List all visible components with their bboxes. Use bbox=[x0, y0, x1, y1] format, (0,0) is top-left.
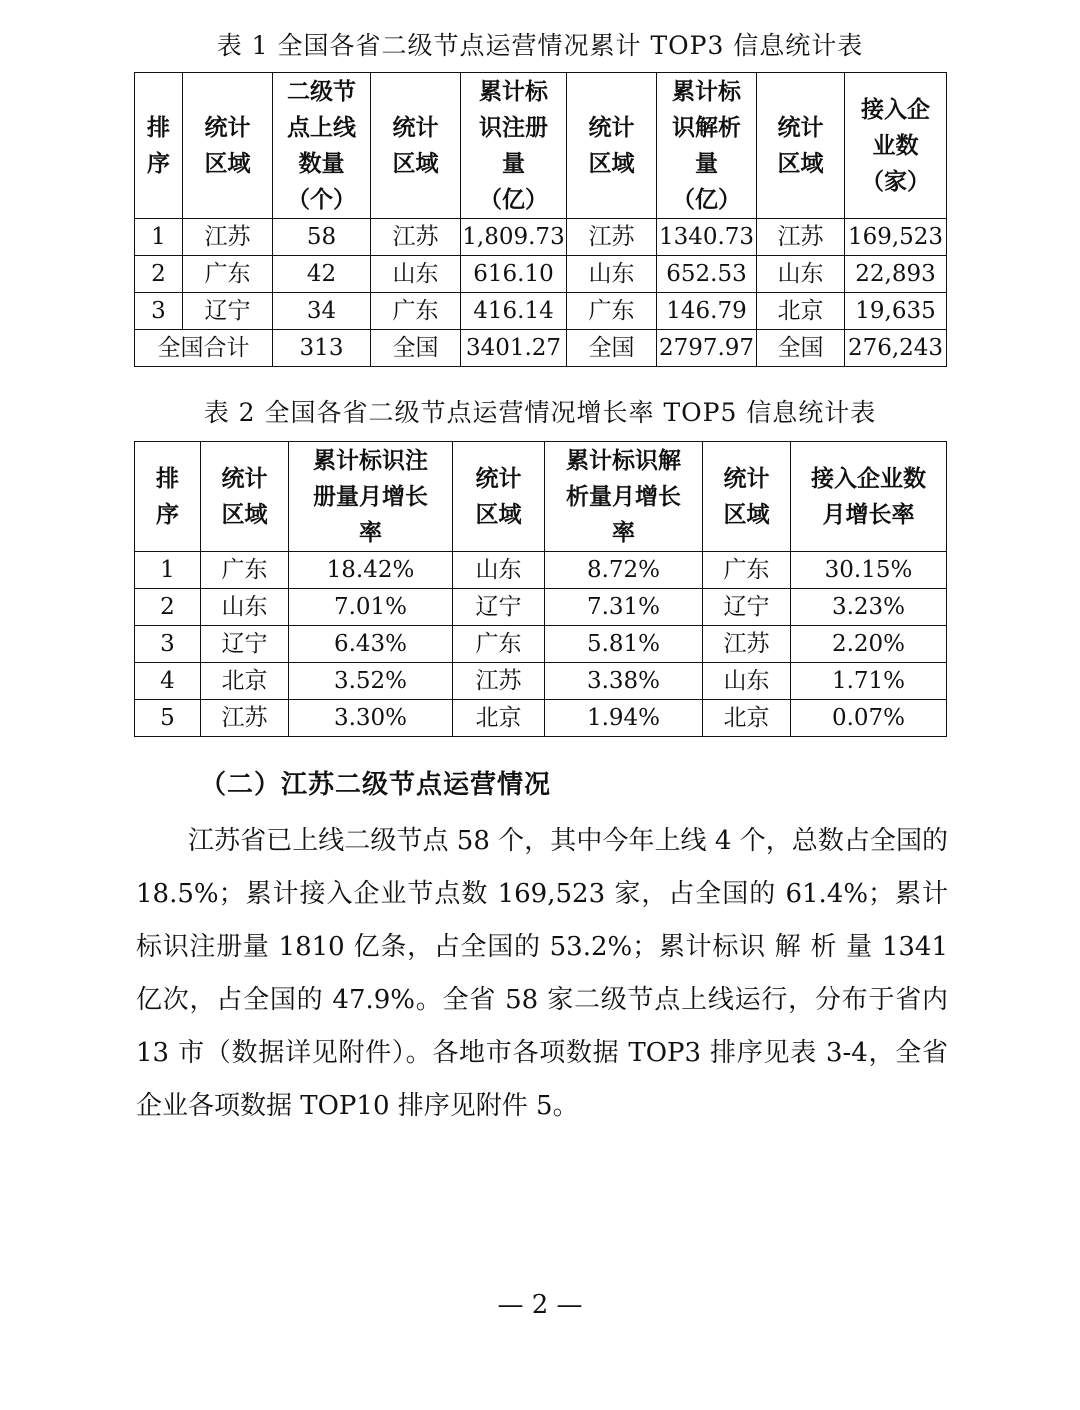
table-cell: 辽宁 bbox=[183, 293, 273, 330]
table-cell: 北京 bbox=[757, 293, 845, 330]
table-cell: 0.07% bbox=[791, 700, 947, 737]
table2-header: 统计区域 bbox=[201, 442, 289, 552]
table-cell: 山东 bbox=[453, 552, 545, 589]
paragraph-text: 江苏省已上线二级节点 58 个，其中今年上线 4 个，总数占全国的 18.5%；累计接入企业节点数 169,523 家，占全国的 61.4%；累计标识注册量 1810 亿条，占全国的 53.2%；累计标识 解 析 量 1341 亿次，占全国的 47.9%。全省 58 家二级节点上线运行，分布于省内 13 市（数据详见附件）。各地市各项数据 TOP3 排序见表 3-4，全省企业各项数据 TOP10 排序见附件 5。 bbox=[136, 826, 948, 1121]
table-row bbox=[135, 293, 947, 330]
table-row bbox=[135, 219, 947, 256]
table-cell: 7.31% bbox=[545, 589, 703, 626]
table-cell: 2.20% bbox=[791, 626, 947, 663]
table-cell: 2797.97 bbox=[657, 330, 757, 367]
table1-header: 二级节点上线数量（个） bbox=[273, 73, 371, 219]
table1-header: 累计标识注册量（亿） bbox=[461, 73, 567, 219]
table-cell: 5 bbox=[135, 700, 201, 737]
table2 bbox=[134, 441, 947, 737]
table-cell: 1 bbox=[135, 219, 183, 256]
table1-header: 统计区域 bbox=[183, 73, 273, 219]
table-cell: 3.38% bbox=[545, 663, 703, 700]
table-cell: 34 bbox=[273, 293, 371, 330]
table-cell: 北京 bbox=[703, 700, 791, 737]
table2-header: 接入企业数月增长率 bbox=[791, 442, 947, 552]
table-row bbox=[135, 700, 947, 737]
table-cell: 4 bbox=[135, 663, 201, 700]
table2-header: 累计标识解析量月增长率 bbox=[545, 442, 703, 552]
table-cell: 7.01% bbox=[289, 589, 453, 626]
table2-header: 统计区域 bbox=[703, 442, 791, 552]
table-cell: 辽宁 bbox=[703, 589, 791, 626]
table-cell: 全国 bbox=[371, 330, 461, 367]
table-cell: 广东 bbox=[201, 552, 289, 589]
table1-header: 累计标识解析量（亿） bbox=[657, 73, 757, 219]
table-cell: 6.43% bbox=[289, 626, 453, 663]
table1-header: 排序 bbox=[135, 73, 183, 219]
table-cell: 广东 bbox=[453, 626, 545, 663]
table-cell: 1.94% bbox=[545, 700, 703, 737]
table-cell: 58 bbox=[273, 219, 371, 256]
table-cell: 广东 bbox=[703, 552, 791, 589]
table-cell: 山东 bbox=[703, 663, 791, 700]
table-cell: 3401.27 bbox=[461, 330, 567, 367]
page-number: — 2 — bbox=[497, 1290, 583, 1320]
table-cell: 416.14 bbox=[461, 293, 567, 330]
table2-header: 统计区域 bbox=[453, 442, 545, 552]
table-cell: 1,809.73 bbox=[461, 219, 567, 256]
table-cell: 3 bbox=[135, 293, 183, 330]
table-cell: 313 bbox=[273, 330, 371, 367]
table-cell: 652.53 bbox=[657, 256, 757, 293]
table-cell: 276,243 bbox=[845, 330, 947, 367]
table1-header-row bbox=[135, 73, 947, 219]
table-cell: 江苏 bbox=[183, 219, 273, 256]
table-cell: 19,635 bbox=[845, 293, 947, 330]
table1-caption: 表 1 全国各省二级节点运营情况累计 TOP3 信息统计表 bbox=[216, 31, 864, 60]
table-cell: 1.71% bbox=[791, 663, 947, 700]
table-cell: 山东 bbox=[201, 589, 289, 626]
table-cell: 广东 bbox=[371, 293, 461, 330]
table-cell: 山东 bbox=[371, 256, 461, 293]
table-cell: 北京 bbox=[201, 663, 289, 700]
table-cell: 22,893 bbox=[845, 256, 947, 293]
table-cell: 2 bbox=[135, 589, 201, 626]
table-cell: 江苏 bbox=[757, 219, 845, 256]
table-cell: 3 bbox=[135, 626, 201, 663]
table-row bbox=[135, 626, 947, 663]
table-cell: 8.72% bbox=[545, 552, 703, 589]
table-cell: 北京 bbox=[453, 700, 545, 737]
table-cell: 山东 bbox=[757, 256, 845, 293]
section-heading: （二）江苏二级节点运营情况 bbox=[200, 770, 552, 800]
section-paragraph bbox=[136, 815, 948, 1133]
table-cell: 山东 bbox=[567, 256, 657, 293]
table1-header: 统计区域 bbox=[371, 73, 461, 219]
table-cell: 江苏 bbox=[371, 219, 461, 256]
table1-header: 统计区域 bbox=[567, 73, 657, 219]
table-cell: 3.23% bbox=[791, 589, 947, 626]
table-row bbox=[135, 552, 947, 589]
table-row bbox=[135, 256, 947, 293]
table1 bbox=[134, 72, 947, 367]
table-cell: 全国 bbox=[757, 330, 845, 367]
table-cell: 5.81% bbox=[545, 626, 703, 663]
table-cell: 江苏 bbox=[567, 219, 657, 256]
table2-header: 排序 bbox=[135, 442, 201, 552]
table-cell: 2 bbox=[135, 256, 183, 293]
table-cell: 1 bbox=[135, 552, 201, 589]
table-cell: 全国合计 bbox=[135, 330, 273, 367]
table-total-row bbox=[135, 330, 947, 367]
table2-caption: 表 2 全国各省二级节点运营情况增长率 TOP5 信息统计表 bbox=[203, 398, 877, 427]
table-cell: 1340.73 bbox=[657, 219, 757, 256]
table-cell: 3.30% bbox=[289, 700, 453, 737]
table-row bbox=[135, 589, 947, 626]
table-cell: 169,523 bbox=[845, 219, 947, 256]
table-cell: 18.42% bbox=[289, 552, 453, 589]
table-cell: 江苏 bbox=[201, 700, 289, 737]
table-cell: 30.15% bbox=[791, 552, 947, 589]
table-cell: 江苏 bbox=[703, 626, 791, 663]
table-cell: 江苏 bbox=[453, 663, 545, 700]
table-cell: 42 bbox=[273, 256, 371, 293]
table1-header: 统计区域 bbox=[757, 73, 845, 219]
table-cell: 3.52% bbox=[289, 663, 453, 700]
table-cell: 辽宁 bbox=[201, 626, 289, 663]
table-cell: 616.10 bbox=[461, 256, 567, 293]
table-cell: 全国 bbox=[567, 330, 657, 367]
table-row bbox=[135, 663, 947, 700]
table-cell: 146.79 bbox=[657, 293, 757, 330]
table1-header: 接入企业数（家） bbox=[845, 73, 947, 219]
table-cell: 广东 bbox=[567, 293, 657, 330]
table-cell: 广东 bbox=[183, 256, 273, 293]
table2-header-row bbox=[135, 442, 947, 552]
table-cell: 辽宁 bbox=[453, 589, 545, 626]
table2-header: 累计标识注册量月增长率 bbox=[289, 442, 453, 552]
